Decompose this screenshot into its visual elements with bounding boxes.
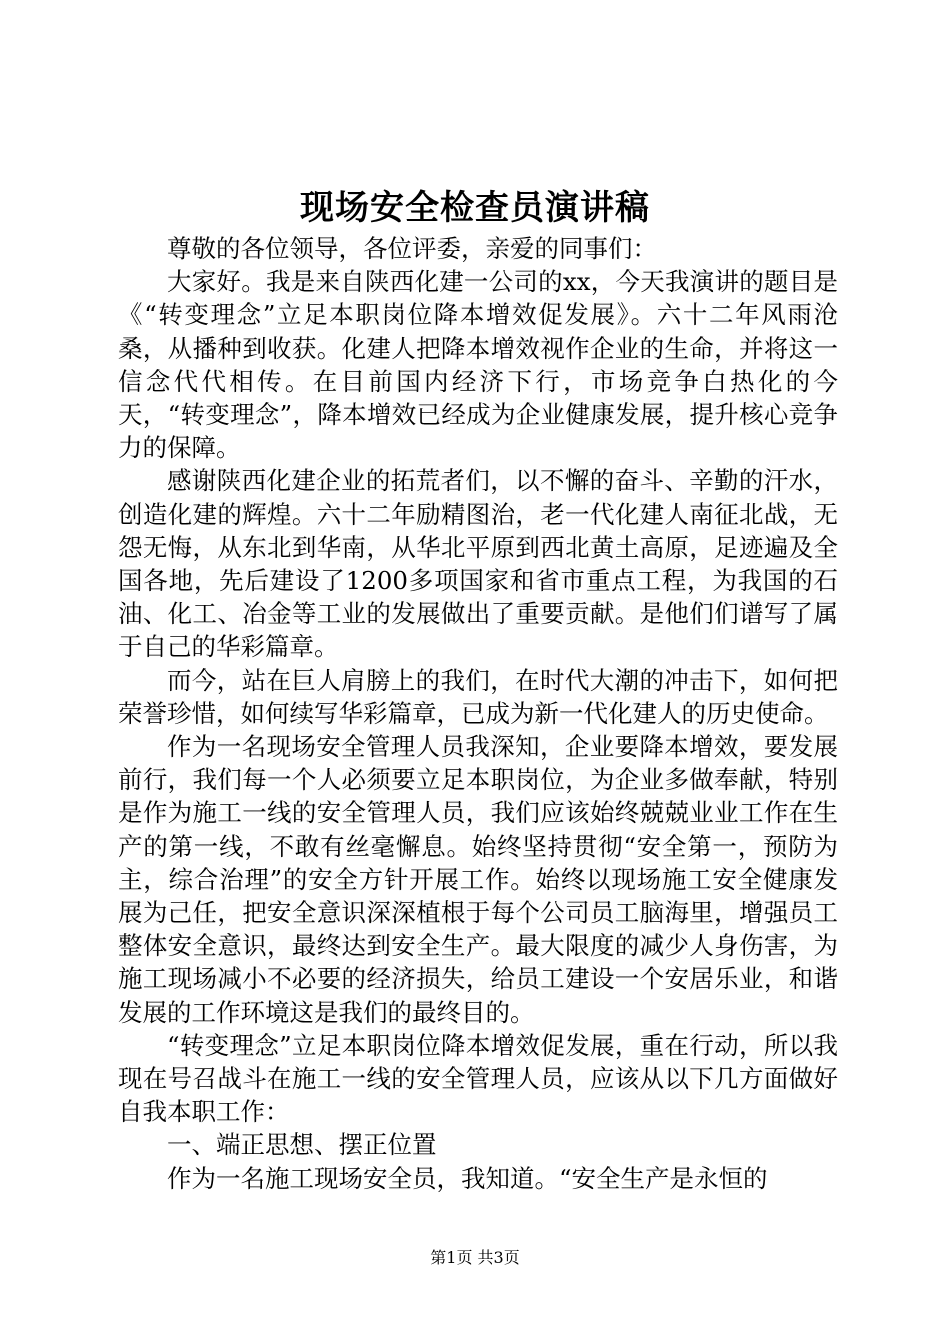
paragraph-history: 感谢陕西化建企业的拓荒者们，以不懈的奋斗、辛勤的汗水，创造化建的辉煌。六十二年励精图治，老一代化建人南征北战，无怨无悔，从东北到华南，从华北平原到西北黄土高原，足迹遍及全国各地，先后建设了1200多项国家和省市重点工程，为我国的石油、化工、冶金等工业的发展做出了重要贡献。是他们们谱写了属于自己的华彩篇章。 bbox=[118, 466, 838, 662]
document-title: 现场安全检查员演讲稿 bbox=[300, 188, 650, 228]
paragraph-mission: 而今，站在巨人肩膀上的我们，在时代大潮的冲击下，如何把荣誉珍惜，如何续写华彩篇章，已成为新一代化建人的历史使命。 bbox=[118, 665, 838, 728]
paragraph-section-start: 作为一名施工现场安全员，我知道。“安全生产是永恒的 bbox=[167, 1163, 768, 1193]
document-body bbox=[118, 232, 838, 1195]
paragraph-safety-role: 作为一名现场安全管理人员我深知，企业要降本增效，要发展前行，我们每一个人必须要立足本职岗位，为企业多做奉献，特别是作为施工一线的安全管理人员，我们应该始终兢兢业业工作在生产的第一线，不敢有丝毫懈息。始终坚持贯彻“安全第一，预防为主，综合治理”的安全方针开展工作。始终以现场施工安全健康发展为己任，把安全意识深深植根于每个公司员工脑海里，增强员工整体安全意识，最终达到安全生产。最大限度的减少人身伤害，为施工现场减小不必要的经济损失，给员工建设一个安居乐业，和谐发展的工作环境这是我们的最终目的。 bbox=[118, 732, 838, 1027]
section-heading: 一、端正思想、摆正位置 bbox=[167, 1130, 437, 1160]
paragraph-call-to-action: “转变理念”立足本职岗位降本增效促发展，重在行动，所以我现在号召战斗在施工一线的安全管理人员，应该从以下几方面做好自我本职工作： bbox=[118, 1030, 838, 1127]
paragraph-introduction: 大家好。我是来自陕西化建一公司的xx，今天我演讲的题目是《“转变理念”立足本职岗位降本增效促发展》。六十二年风雨沧桑，从播种到收获。化建人把降本增效视作企业的生命，并将这一信念代代相传。在目前国内经济下行，市场竞争白热化的今天，“转变理念”，降本增效已经成为企业健康发展，提升核心竞争力的保障。 bbox=[118, 267, 838, 463]
paragraph-salutation: 尊敬的各位领导，各位评委，亲爱的同事们： bbox=[167, 234, 657, 263]
page-footer: 第1页 共3页 bbox=[430, 1248, 520, 1267]
